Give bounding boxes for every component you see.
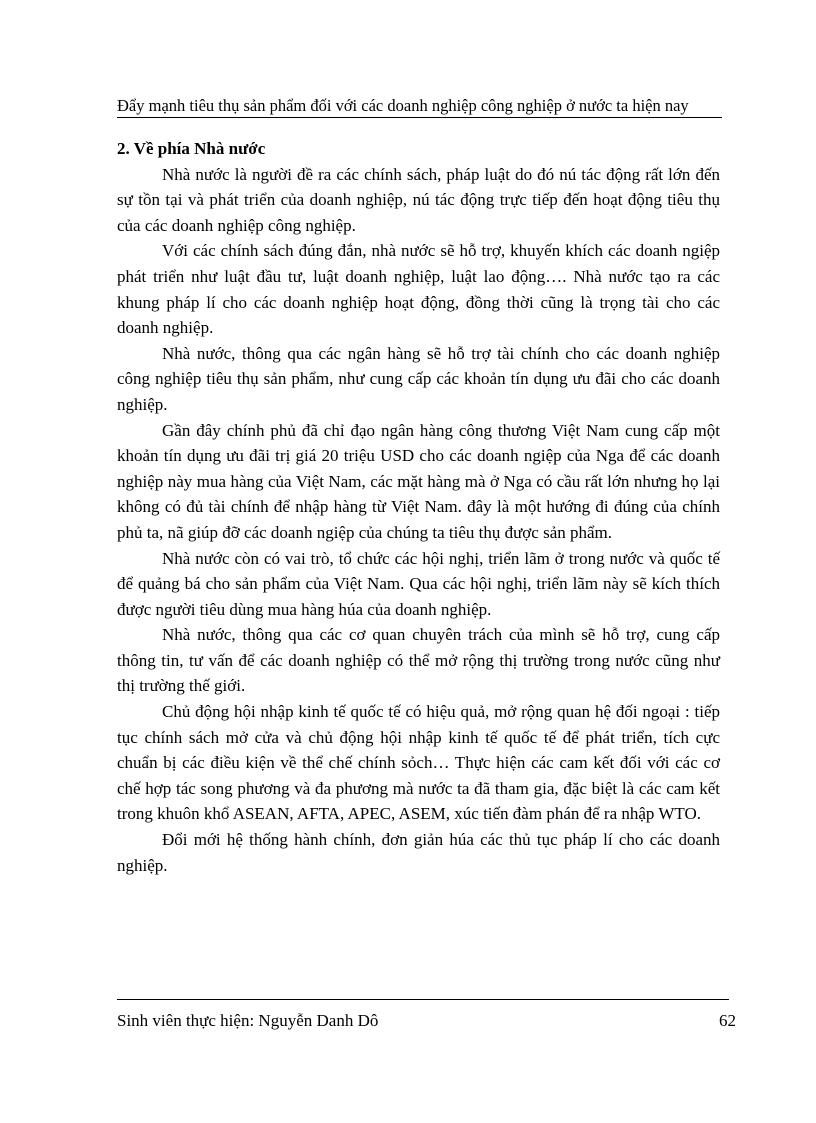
paragraph: Nhà nước còn có vai trò, tổ chức các hội nghị, triển lãm ở trong nước và quốc tế để quảng bá cho sản phẩm của Việt Nam. Qua các hội nghị, triển lãm này sẽ kích thích được người tiêu dùng mua hàng húa của doanh nghiệp.: [117, 548, 720, 619]
running-header: Đẩy mạnh tiêu thụ sản phẩm đối với các doanh nghiệp công nghiệp ở nước ta hiện nay: [117, 96, 689, 115]
paragraph: Với các chính sách đúng đắn, nhà nước sẽ hỗ trợ, khuyến khích các doanh ngiệp phát triển như luật đầu tư, luật doanh nghiệp, luật lao động…. Nhà nước tạo ra các khung pháp lí cho các doanh nghiệp hoạt động, đồng thời cũng là trọng tài cho các doanh nghiệp.: [117, 241, 720, 338]
header-divider: [117, 117, 722, 118]
paragraph: Đổi mới hệ thống hành chính, đơn giản húa các thủ tục pháp lí cho các doanh nghiệp.: [117, 830, 720, 875]
paragraph: Nhà nước, thông qua các ngân hàng sẽ hỗ trợ tài chính cho các doanh nghiệp công nghiệp tiêu thụ sản phẩm, như cung cấp các khoản tín dụng ưu đãi cho các doanh nghiệp.: [117, 343, 720, 414]
footer-author: Sinh viên thực hiện: Nguyễn Danh Dô: [117, 1011, 379, 1030]
section-heading: 2. Về phía Nhà nước: [117, 139, 266, 158]
page-body: [117, 136, 720, 878]
paragraph: Chủ động hội nhập kinh tế quốc tế có hiệu quả, mở rộng quan hệ đối ngoại : tiếp tục chính sách mở cửa và chủ động hội nhập kinh tế quốc tế để phát triển, tích cực chuẩn bị các điều kiện về thể chế chính sỏch… Thực hiện các cam kết đối với các cơ chế hợp tác song phương và đa phương mà nước ta đã tham gia, đặc biệt là các cam kết trong khuôn khổ ASEAN, AFTA, APEC, ASEM, xúc tiến đàm phán để ra nhập WTO.: [117, 702, 720, 824]
paragraph: Nhà nước, thông qua các cơ quan chuyên trách của mình sẽ hỗ trợ, cung cấp thông tin, tư vấn để các doanh nghiệp có thể mở rộng thị trường trong nước cũng như thị trường thế giới.: [117, 625, 720, 696]
page-number: 62: [719, 1011, 736, 1030]
footer-divider: [117, 999, 729, 1000]
paragraph: Nhà nước là người đề ra các chính sách, pháp luật do đó nú tác động rất lớn đến sự tồn tại và phát triển của doanh nghiệp, nú tác động trực tiếp đến hoạt động tiêu thụ của các doanh nghiệp công nghiệp.: [117, 164, 720, 235]
paragraph: Gần đây chính phủ đã chỉ đạo ngân hàng công thương Việt Nam cung cấp một khoản tín dụng ưu đãi trị giá 20 triệu USD cho các doanh ngiệp của Nga để các doanh nghiệp này mua hàng của Việt Nam, các mặt hàng mà ở Nga có cầu rất lớn nhưng họ lại không có đủ tài chính để nhập hàng từ Việt Nam. đây là một hướng đi đúng của chính phủ ta, nã giúp đỡ các doanh ngiệp của chúng ta tiêu thụ được sản phẩm.: [117, 420, 720, 542]
